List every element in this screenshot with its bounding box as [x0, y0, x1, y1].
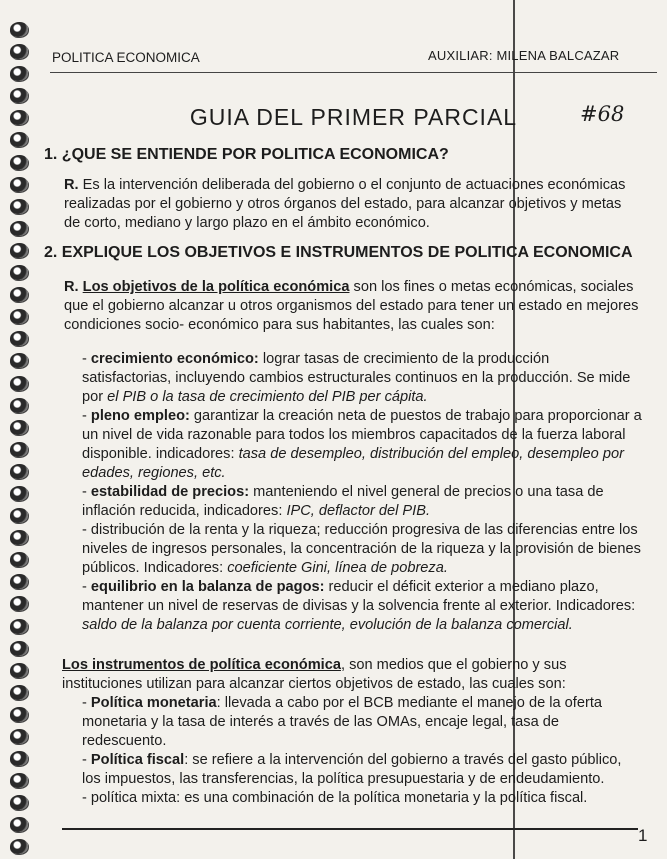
instruments-intro — [62, 656, 638, 694]
binding-ring-icon — [10, 729, 28, 744]
list-item — [82, 578, 642, 635]
course-name: POLITICA ECONOMICA — [52, 50, 200, 65]
item-label: Política monetaria — [90, 695, 217, 711]
binding-ring-icon — [10, 641, 28, 656]
answer-prefix: R. — [64, 279, 79, 295]
instruments-title: Los instrumentos de política económica — [62, 657, 341, 673]
list-item — [82, 694, 640, 751]
bullet: - — [82, 579, 91, 595]
binding-ring-icon — [10, 486, 28, 501]
bullet: - — [82, 484, 91, 500]
item-text: distribución de la renta y la riqueza; reducción progresiva de las diferencias entre los niveles de ingresos personales, la concentración de la riqueza y la provisión de bienes públicos. Indicadores: — [82, 522, 641, 576]
binding-ring-icon — [10, 420, 28, 435]
spiral-binding — [10, 22, 34, 855]
binding-ring-icon — [10, 685, 28, 700]
binding-ring-icon — [10, 309, 28, 324]
assistant-name: AUXILIAR: MILENA BALCAZAR — [428, 48, 620, 63]
item-text: : llevada a cabo por el BCB mediante el manejo de la oferta monetaria y la tasa de interés a través de las OMAs, encaje legal, tasa de redescuento. — [82, 695, 602, 749]
binding-ring-icon — [10, 265, 28, 280]
binding-ring-icon — [10, 398, 28, 413]
item-label: crecimiento económico: — [90, 351, 259, 367]
list-item — [82, 789, 640, 808]
question-2-heading: 2. EXPLIQUE LOS OBJETIVOS E INSTRUMENTOS DE POLITICA ECONOMICA — [44, 244, 633, 261]
binding-ring-icon — [10, 773, 28, 788]
binding-ring-icon — [10, 530, 28, 545]
binding-ring-icon — [10, 132, 28, 147]
objectives-intro-text: son los fines o metas económicas, sociales que el gobierno alcanzar u otros organismos del estado para tener un estado en mejores condiciones socio- económico para sus habitantes, las cuales son: — [64, 279, 639, 333]
header-divider — [50, 72, 657, 73]
binding-ring-icon — [10, 243, 28, 258]
item-label: equilibrio en la balanza de pagos: — [90, 579, 325, 595]
binding-ring-icon — [10, 464, 28, 479]
item-label: pleno empleo: — [90, 408, 190, 424]
answer-prefix: R. — [64, 177, 79, 193]
instruments-list — [82, 694, 640, 808]
item-indicators: coeficiente Gini, línea de pobreza. — [227, 560, 448, 576]
binding-ring-icon — [10, 221, 28, 236]
binding-ring-icon — [10, 574, 28, 589]
list-item — [82, 483, 642, 521]
objectives-intro — [64, 278, 640, 335]
page-number: 1 — [638, 826, 648, 845]
list-item — [82, 751, 640, 789]
item-indicators: tasa de desempleo, distribución del empleo, desempleo por edades, regiones, etc. — [82, 446, 624, 481]
binding-ring-icon — [10, 552, 28, 567]
item-label: estabilidad de precios: — [90, 484, 250, 500]
binding-ring-icon — [10, 44, 28, 59]
objectives-title: Los objetivos de la política económica — [82, 279, 350, 295]
answer-text: Es la intervención deliberada del gobierno o el conjunto de actuaciones económicas realizadas por el gobierno y otros órganos del estado, para alcanzar objetivos y metas de corto, mediano y largo plazo en el ámbito económico. — [64, 177, 626, 231]
binding-ring-icon — [10, 66, 28, 81]
binding-ring-icon — [10, 619, 28, 634]
bullet: - — [82, 790, 91, 806]
list-item — [82, 521, 642, 578]
binding-ring-icon — [10, 508, 28, 523]
bullet: - — [82, 408, 91, 424]
list-item — [82, 350, 642, 407]
binding-ring-icon — [10, 442, 28, 457]
binding-ring-icon — [10, 353, 28, 368]
binding-ring-icon — [10, 817, 28, 832]
binding-ring-icon — [10, 751, 28, 766]
item-text: manteniendo el nivel general de precios o una tasa de inflación reducida, indicadores: — [82, 484, 604, 519]
binding-ring-icon — [10, 22, 28, 37]
binding-ring-icon — [10, 177, 28, 192]
binding-ring-icon — [10, 331, 28, 346]
binding-ring-icon — [10, 839, 28, 854]
footer-divider — [62, 828, 638, 830]
binding-ring-icon — [10, 287, 28, 302]
objectives-list — [82, 350, 642, 635]
instruments-intro-text: , son medios que el gobierno y sus instituciones utilizan para alcanzar ciertos objetivos de estado, las cuales son: — [62, 657, 567, 692]
item-text: lograr tasas de crecimiento de la producción satisfactorias, incluyendo cambios estructurales continuos en la producción. Se mide por — [82, 351, 631, 405]
binding-ring-icon — [10, 376, 28, 391]
item-indicators: saldo de la balanza por cuenta corriente, evolución de la balanza comercial. — [82, 617, 573, 633]
binding-ring-icon — [10, 795, 28, 810]
page-title: GUIA DEL PRIMER PARCIAL — [189, 104, 518, 130]
question-1-heading: 1. ¿QUE SE ENTIENDE POR POLITICA ECONOMICA? — [44, 146, 449, 163]
binding-ring-icon — [10, 663, 28, 678]
handwritten-page-mark: #68 — [580, 102, 625, 126]
bullet: - — [82, 752, 91, 768]
bullet: - — [82, 351, 91, 367]
item-text: reducir el déficit exterior a mediano plazo, mantener un nivel de reservas de divisas y la solvencia frente al exterior. Indicadores: — [82, 579, 636, 614]
list-item — [82, 407, 642, 483]
bullet: - — [82, 695, 91, 711]
item-indicators: IPC, deflactor del PIB. — [286, 503, 431, 519]
item-indicators: el PIB o la tasa de crecimiento del PIB per cápita. — [107, 389, 428, 405]
item-text: garantizar la creación neta de puestos de trabajo para proporcionar a un nivel de vida razonable para todos los miembros capacitados de la fuerza laboral disponible. indicadores: — [82, 408, 642, 462]
item-text: política mixta: es una combinación de la política monetaria y la política fiscal. — [90, 790, 588, 806]
binding-ring-icon — [10, 596, 28, 611]
question-1-answer — [64, 176, 636, 233]
binding-ring-icon — [10, 88, 28, 103]
binding-ring-icon — [10, 199, 28, 214]
item-label: Política fiscal — [90, 752, 185, 768]
binding-ring-icon — [10, 707, 28, 722]
bullet: - — [82, 522, 91, 538]
binding-ring-icon — [10, 155, 28, 170]
item-text: : se refiere a la intervención del gobierno a través del gasto público, los impuestos, las transferencias, la política presupuestaria y de endeudamiento. — [82, 752, 622, 787]
